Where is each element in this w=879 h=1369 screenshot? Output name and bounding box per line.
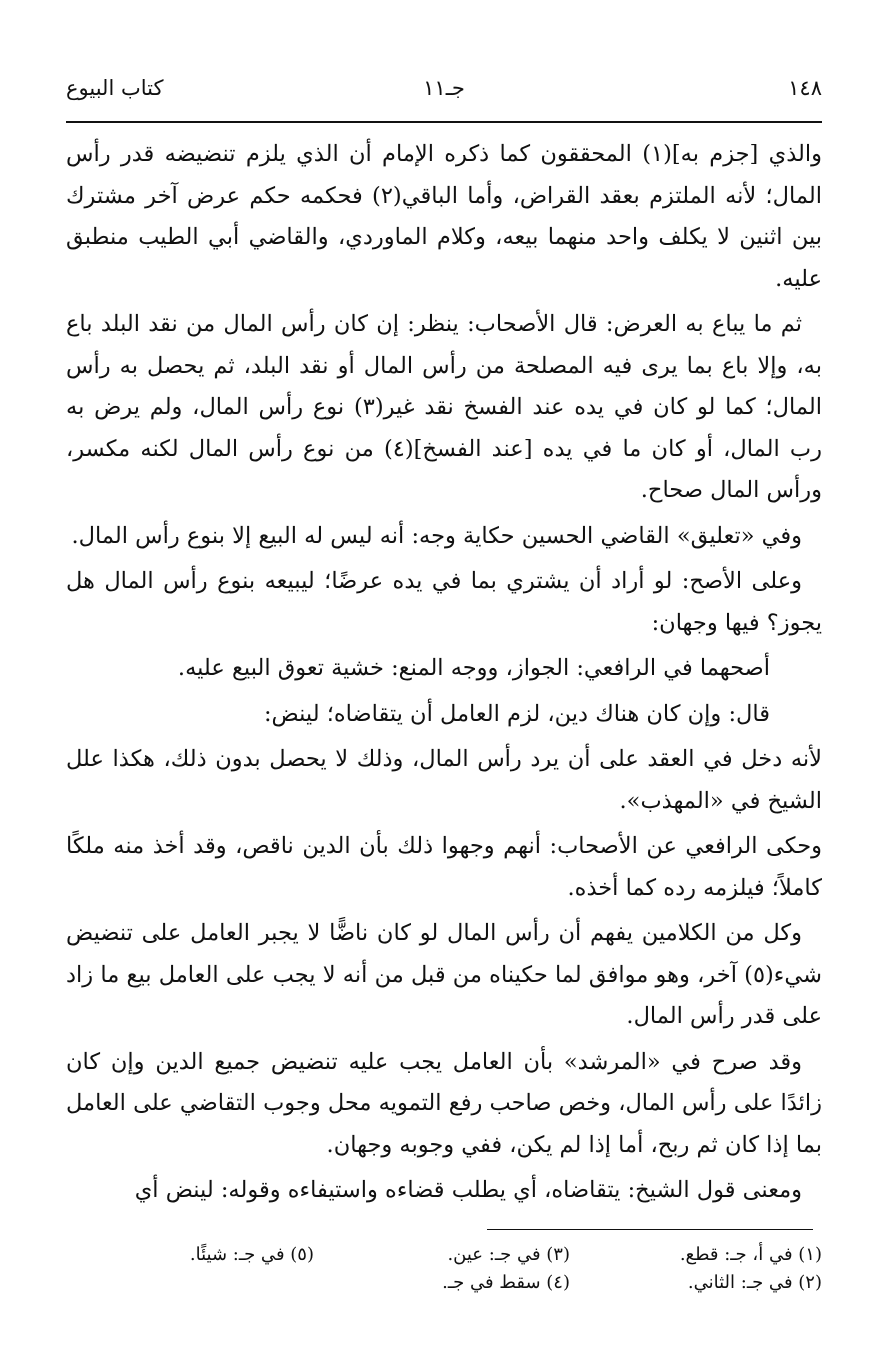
header-divider [66,121,822,123]
page-header [66,70,822,110]
paragraph: ثم ما يباع به العرض: قال الأصحاب: ينظر: إن كان رأس المال من نقد البلد باع به، وإلا باع بما يرى فيه المصلحة من رأس المال أو نقد البلد، ثم يحصل به رأس المال؛ كما لو كان في يده عند الفسخ نقد غير(٣) نوع رأس المال، ولم يرض به رب المال، أو كان ما في يده [عند الفسخ](٤) من نوع رأس المال لكنه مكسر، ورأس المال صحاح. [66,311,822,503]
footnote: (٢) في جـ: الثاني. [687,1272,822,1293]
paragraph: وقد صرح في «المرشد» بأن العامل يجب عليه تنضيض جميع الدين وإن كان زائدًا على رأس المال، وخص صاحب رفع التمويه محل وجوب التقاضي على العامل بما إذا كان ثم ربح، أما إذا لم يكن، ففي وجوبه وجهان. [66,1048,822,1158]
paragraph: ومعنى قول الشيخ: يتقاضاه، أي يطلب قضاءه واستيفاءه وقوله: لينض أي [134,1177,802,1203]
footnotes [66,1241,822,1311]
paragraph: لأنه دخل في العقد على أن يرد رأس المال، وذلك لا يحصل بدون ذلك، هكذا علل الشيخ في «المهذب». [66,746,822,814]
volume-label: جـ١١ [423,76,465,100]
book-title: كتاب البيوع [66,76,164,100]
paragraph: والذي [جزم به](١) المحققون كما ذكره الإمام أن الذي يلزم تنضيضه قدر رأس المال؛ لأنه الملتزم بعقد القراض، وأما الباقي(٢) فحكمه حكم عرض آخر مشترك بين اثنين لا يكلف واحد منهما بيعه، وكلام الماوردي، والقاضي أبي الطيب منطبق عليه. [66,141,822,292]
footnote: (٥) في جـ: شيئًا. [189,1244,314,1265]
main-text [66,134,822,1209]
footnote: (٤) سقط في جـ. [442,1272,570,1293]
paragraph: وعلى الأصح: لو أراد أن يشتري بما في يده عرضًا؛ ليبيعه بنوع رأس المال هل يجوز؟ فيها وجهان: [66,568,822,636]
page-number: ١٤٨ [788,76,822,100]
paragraph: وفي «تعليق» القاضي الحسين حكاية وجه: أنه ليس له البيع إلا بنوع رأس المال. [71,522,802,549]
paragraph: أصحهما في الرافعي: الجواز، ووجه المنع: خشية تعوق البيع عليه. [177,655,770,681]
footnote: (١) في أ، جـ: قطع. [679,1244,822,1265]
paragraph: وكل من الكلامين يفهم أن رأس المال لو كان ناضًّا لا يجبر العامل على تنضيض شيء(٥) آخر، وهو موافق لما حكيناه من قبل من أنه لا يجب على العامل بيع ما زاد على قدر رأس المال. [66,920,822,1029]
footnote-divider [487,1229,813,1230]
paragraph: وحكى الرافعي عن الأصحاب: أنهم وجهوا ذلك بأن الدين ناقص، وقد أخذ منه ملكًا كاملاً؛ فيلزمه رده كما أخذه. [66,833,822,901]
footnote: (٣) في جـ: عين. [447,1244,570,1265]
quoted-text: قال: وإن كان هناك دين، لزم العامل أن يتقاضاه؛ لينض: [263,700,770,727]
